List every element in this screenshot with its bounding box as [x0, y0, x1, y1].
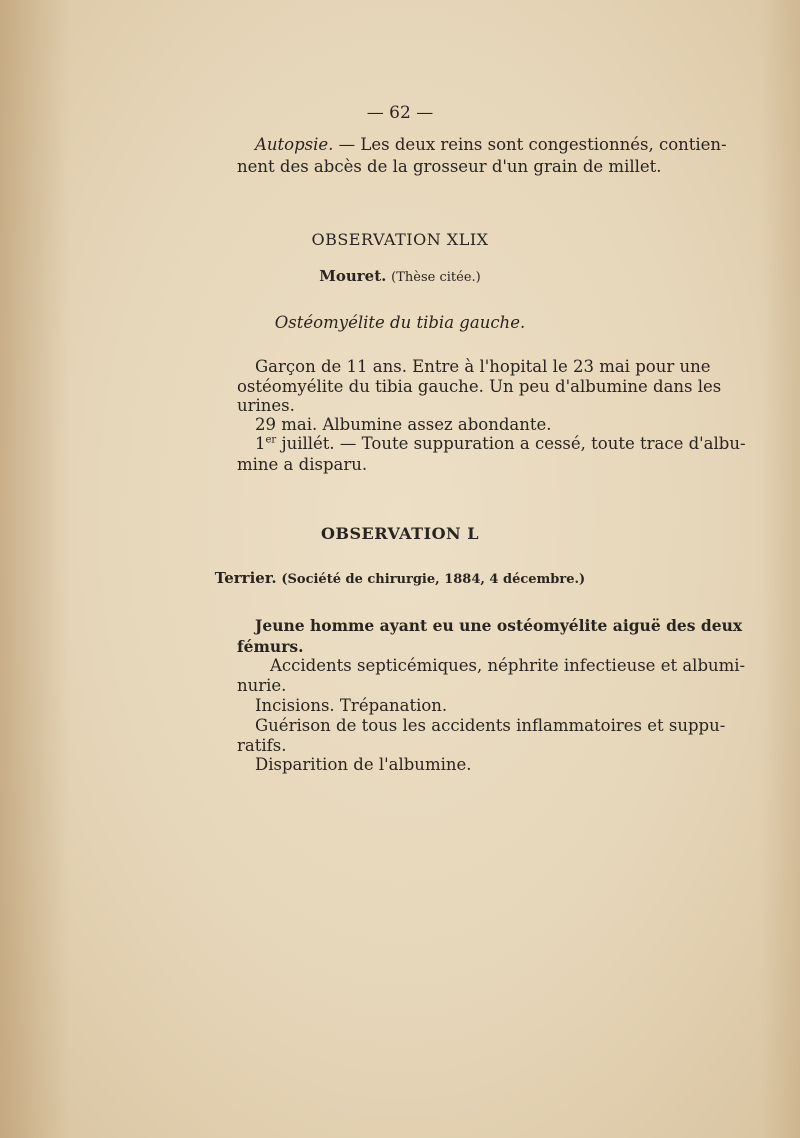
july-sup: er — [265, 434, 277, 446]
observation-49-subtitle: Ostéomyélite du tibia gauche. — [274, 313, 526, 332]
observation-50-line-3: Accidents septicémiques, néphrite infectieuse et albumi- — [270, 656, 746, 675]
observation-50-author: Terrier. — [214, 569, 277, 587]
observation-49-line-1: Garçon de 11 ans. Entre à l'hopital le 23 mai pour une — [255, 357, 711, 376]
july-day: 1 — [255, 434, 266, 453]
autopsy-line-1 — [255, 135, 727, 155]
observation-49-line-5-text: juillét. — Toute suppuration a cessé, toute trace d'albu- — [281, 434, 746, 453]
autopsy-line-2: nent des abcès de la grosseur d'un grain de millet. — [237, 157, 662, 176]
observation-50-title: OBSERVATION L — [321, 524, 479, 543]
observation-50-line-2: fémurs. — [237, 637, 304, 656]
autopsy-label: Autopsie. — [255, 135, 334, 154]
page-number: — 62 — — [366, 103, 434, 123]
observation-50-line-8: Disparition de l'albumine. — [255, 755, 472, 774]
observation-49-line-3: urines. — [237, 396, 295, 415]
observation-50-reference: (Société de chirurgie, 1884, 4 décembre.) — [281, 572, 586, 587]
observation-49-author: Mouret. — [319, 267, 387, 285]
observation-50-line-6: Guérison de tous les accidents inflammatoires et suppu- — [255, 716, 726, 735]
observation-50-line-1: Jeune homme ayant eu une ostéomyélite aiguë des deux — [255, 616, 743, 635]
observation-49-reference: (Thèse citée.) — [391, 270, 481, 285]
observation-49-source — [0, 266, 800, 288]
observation-50-line-4: nurie. — [237, 676, 287, 695]
observation-49-line-4: 29 mai. Albumine assez abondante. — [255, 415, 552, 434]
observation-50-line-5: Incisions. Trépanation. — [255, 696, 448, 715]
observation-49-line-2: ostéomyélite du tibia gauche. Un peu d'albumine dans les — [237, 377, 722, 396]
observation-49-line-6: mine a disparu. — [237, 455, 368, 474]
observation-49-line-5 — [255, 434, 746, 454]
observation-50-source — [0, 568, 800, 590]
observation-49-title: OBSERVATION XLIX — [311, 230, 489, 249]
observation-50-line-7: ratifs. — [237, 736, 287, 755]
autopsy-line-1-text: — Les deux reins sont congestionnés, contien- — [333, 135, 727, 154]
